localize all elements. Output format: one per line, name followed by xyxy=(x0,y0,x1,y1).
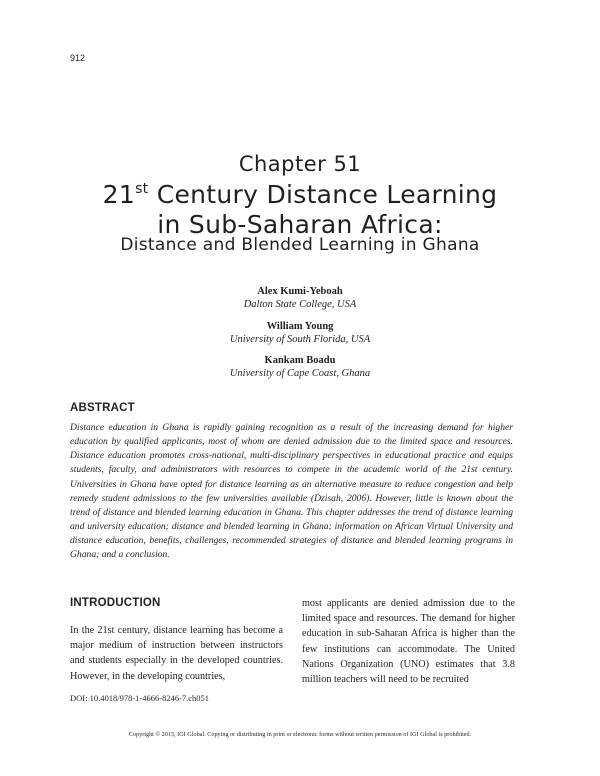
abstract-text: Distance education in Ghana is rapidly gaining recognition as a result of the increasing demand for higher education by qualified applicants, most of whom are denied admission due to the limited space and resources. Distance education promotes cross-national, multi-disciplinary perspectives in educational practice and equips students, faculty, and administrators with resources to compete in the academic world of the 21st century. Universities in Ghana have opted for distance learning as an alternative measure to reduce congestion and help remedy student admissions to the few universities available (Dzisah, 2006). However, little is known about the trend of distance and blended learning education in Ghana. This chapter addresses the trend of distance learning and university education; distance and blended learning in Ghana; information on African Virtual University and distance education, benefits, challenges, recommended strategies of distance and blended learning programs in Ghana; and a conclusion. xyxy=(70,422,513,561)
copyright-notice: Copyright © 2015, IGI Global. Copying or distributing in print or electronic forms without written permission of IGI Global is prohibited. xyxy=(128,731,472,738)
author-affiliation: University of Cape Coast, Ghana xyxy=(229,368,371,379)
introduction-right-column: most applicants are denied admission due to the limited space and resources. The demand for higher education in sub-Saharan Africa is higher than the few institutions can accommodate. The United Nations Organization (UNO) estimates that 3.8 million teachers will need to be recruited xyxy=(302,598,515,686)
title-line-2: in Sub-Saharan Africa: xyxy=(157,210,443,239)
author-name: Kankam Boadu xyxy=(264,355,336,366)
title-line-1-rest: Century Distance Learning xyxy=(148,180,498,209)
author-block xyxy=(0,354,600,380)
author-block xyxy=(0,320,600,346)
author-affiliation: Dalton State College, USA xyxy=(243,299,357,310)
title-superscript: st xyxy=(135,181,149,197)
title-line-1 xyxy=(0,180,600,210)
introduction-heading: INTRODUCTION xyxy=(70,597,161,609)
chapter-title xyxy=(0,180,600,240)
author-block xyxy=(0,285,600,311)
introduction-left-column: In the 21st century, distance learning has become a major medium of instruction between instructors and students especially in the developed countries. However, in the developing countries, xyxy=(70,625,283,682)
chapter-label: Chapter 51 xyxy=(238,152,362,176)
author-name: Alex Kumi-Yeboah xyxy=(257,286,343,297)
doi-line: DOI: 10.4018/978-1-4666-8246-7.ch051 xyxy=(70,693,210,703)
author-affiliation: University of South Florida, USA xyxy=(229,334,371,345)
page-number: 912 xyxy=(70,53,86,63)
title-prefix: 21 xyxy=(102,180,136,209)
author-name: William Young xyxy=(266,321,334,332)
chapter-subtitle: Distance and Blended Learning in Ghana xyxy=(120,235,480,255)
abstract-heading: ABSTRACT xyxy=(70,402,135,414)
